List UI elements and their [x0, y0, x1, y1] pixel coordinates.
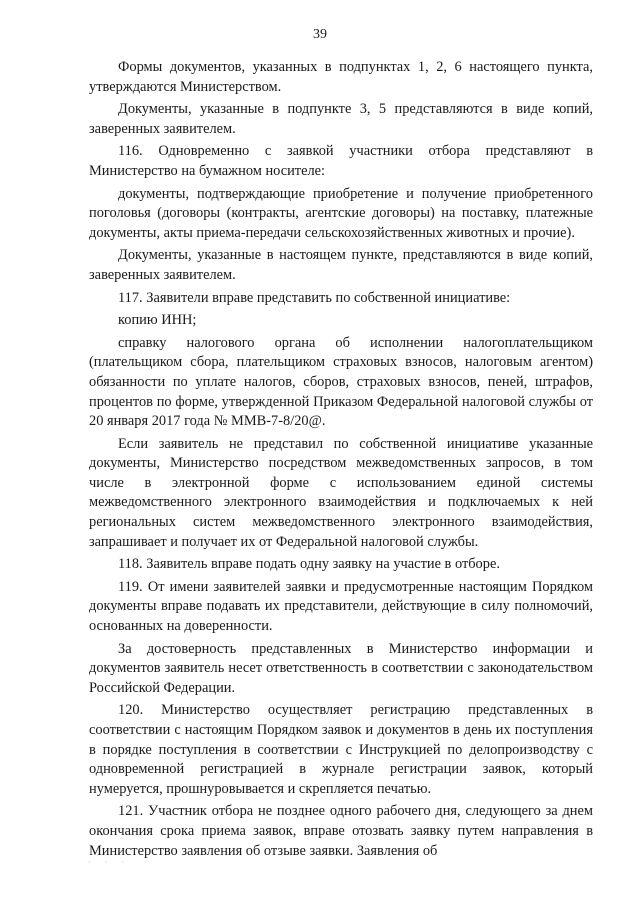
- paragraph: 116. Одновременно с заявкой участники отбора представляют в Министерство на бумажном носителе:: [89, 143, 593, 179]
- document-body: [88, 58, 593, 867]
- paragraph: 117. Заявители вправе представить по собственной инициативе:: [118, 289, 511, 306]
- paragraph: копию ИНН;: [118, 312, 197, 329]
- paragraph: документы, подтверждающие приобретение и получение приобретенного поголовья (договоры (контракты, агентские договоры) на поставку, платежные документы, акты приема-передачи сельскохозяйственных животных и прочие).: [89, 185, 593, 241]
- paragraph: 121. Участник отбора не позднее одного рабочего дня, следующего за днем окончания срока приема заявок, вправе отозвать заявку путем направления в Министерство заявления об отзыве заявки. Заявления об: [89, 803, 593, 859]
- page-number: 39: [313, 27, 327, 42]
- paragraph: Документы, указанные в подпункте 3, 5 представляются в виде копий, заверенных заявителем.: [89, 101, 593, 137]
- paragraph: Формы документов, указанных в подпунктах 1, 2, 6 настоящего пункта, утверждаются Министерством.: [89, 59, 593, 95]
- scan-artifact: · · ·: [88, 858, 130, 867]
- paragraph: 118. Заявитель вправе подать одну заявку на участие в отборе.: [118, 556, 500, 573]
- paragraph: 119. От имени заявителей заявки и предусмотренные настоящим Порядком документы вправе подавать их представители, действующие в силу полномочий, основанных на доверенности.: [89, 578, 593, 635]
- paragraph: 120. Министерство осуществляет регистрацию представленных в соответствии с настоящим Порядком заявок и документов в день их поступления в порядке поступления в соответствии с Инструкцией по делопроизводству с одновременной регистрацией в журнале регистрации заявок, который нумеруется, прошнуровывается и скрепляется печатью.: [89, 702, 593, 797]
- paragraph: справку налогового органа об исполнении налогоплательщиком (плательщиком сбора, плательщиком страховых взносов, налоговым агентом) обязанности по уплате налогов, сборов, страховых взносов, пеней, штрафов, процентов по форме, утвержденной Приказом Федеральной налоговой службы от 20 января 2017 года № ММВ-7-8/20@.: [89, 334, 593, 430]
- paragraph: За достоверность представленных в Министерство информации и документов заявитель несет ответственность в соответствии с законодательством Российской Федерации.: [89, 640, 593, 696]
- paragraph: Документы, указанные в настоящем пункте, представляются в виде копий, заверенных заявителем.: [89, 247, 593, 283]
- paragraph: Если заявитель не представил по собственной инициативе указанные документы, Министерство посредством межведомственных запросов, в том числе в электронной форме с использованием единой системы межведомственного электронного взаимодействия и подключаемых к ней региональных систем межведомственного электронного взаимодействия, запрашивает и получает их от Федеральной налоговой службы.: [89, 435, 593, 550]
